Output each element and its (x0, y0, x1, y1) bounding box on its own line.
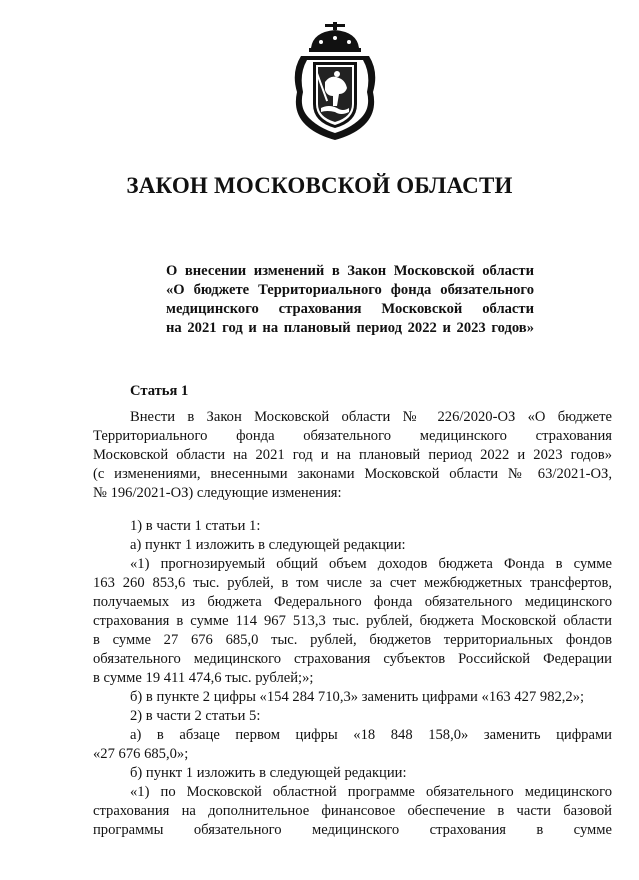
law-subtitle (166, 262, 534, 338)
item-2: 2) в части 2 статьи 5: (130, 708, 261, 724)
item-1a-text-line: обязательного медицинского страхования субъектов Российской Федерации (93, 651, 612, 667)
intro-line: Московской области на 2021 год и на плановый период 2022 и 2023 годов» (93, 447, 612, 463)
intro-line: № 196/2021-ОЗ) следующие изменения: (93, 485, 342, 501)
intro-line: Внести в Закон Московской области № 226/2020-ОЗ «О бюджете (130, 409, 612, 425)
item-2a-line: а) в абзаце первом цифры «18 848 158,0» заменить цифрами (130, 727, 612, 743)
article-body (93, 408, 612, 840)
intro-line: Территориального фонда обязательного медицинского страхования (93, 428, 612, 444)
item-1: 1) в части 1 статьи 1: (130, 518, 261, 534)
item-2a-line: «27 676 685,0»; (93, 746, 189, 762)
item-1a-text-line: в сумме 19 411 474,6 тыс. рублей;»; (93, 670, 314, 686)
subtitle-line: «О бюджете Территориального фонда обязательного (166, 282, 534, 298)
moscow-oblast-coat-of-arms-icon (291, 22, 379, 142)
subtitle-line: О внесении изменений в Закон Московской области (166, 263, 534, 279)
intro-line: (с изменениями, внесенными законами Московской области № 63/2021-ОЗ, (93, 466, 612, 482)
item-1b: б) в пункте 2 цифры «154 284 710,3» заменить цифрами «163 427 982,2»; (130, 689, 585, 705)
document-title: ЗАКОН МОСКОВСКОЙ ОБЛАСТИ (126, 173, 513, 198)
item-1a-text-line: получаемых из бюджета Федерального фонда обязательного медицинского (93, 594, 612, 610)
article-heading: Статья 1 (130, 383, 189, 399)
item-1a-text-line: страхования в сумме 114 967 513,3 тыс. рублей, бюджета Московской области (93, 613, 612, 629)
item-1a-text-line: 163 260 853,6 тыс. рублей, в том числе за счет межбюджетных трансфертов, (93, 575, 612, 591)
item-1a-text-line: «1) прогнозируемый общий объем доходов бюджета Фонда в сумме (130, 556, 612, 572)
item-1a: а) пункт 1 изложить в следующей редакции: (130, 537, 406, 553)
item-2b-text-line: страхования на дополнительное финансовое обеспечение в части базовой (93, 803, 612, 819)
item-2b: б) пункт 1 изложить в следующей редакции: (130, 765, 407, 781)
subtitle-line: на 2021 год и на плановый период 2022 и 2023 годов» (166, 320, 534, 336)
item-2b-text-line: «1) по Московской областной программе обязательного медицинского (130, 784, 612, 800)
subtitle-line: медицинского страхования Московской области (166, 301, 534, 317)
item-1a-text-line: в сумме 27 676 685,0 тыс. рублей, бюджетов территориальных фондов (93, 632, 612, 648)
item-2b-text-line: программы обязательного медицинского страхования в сумме (93, 822, 612, 838)
